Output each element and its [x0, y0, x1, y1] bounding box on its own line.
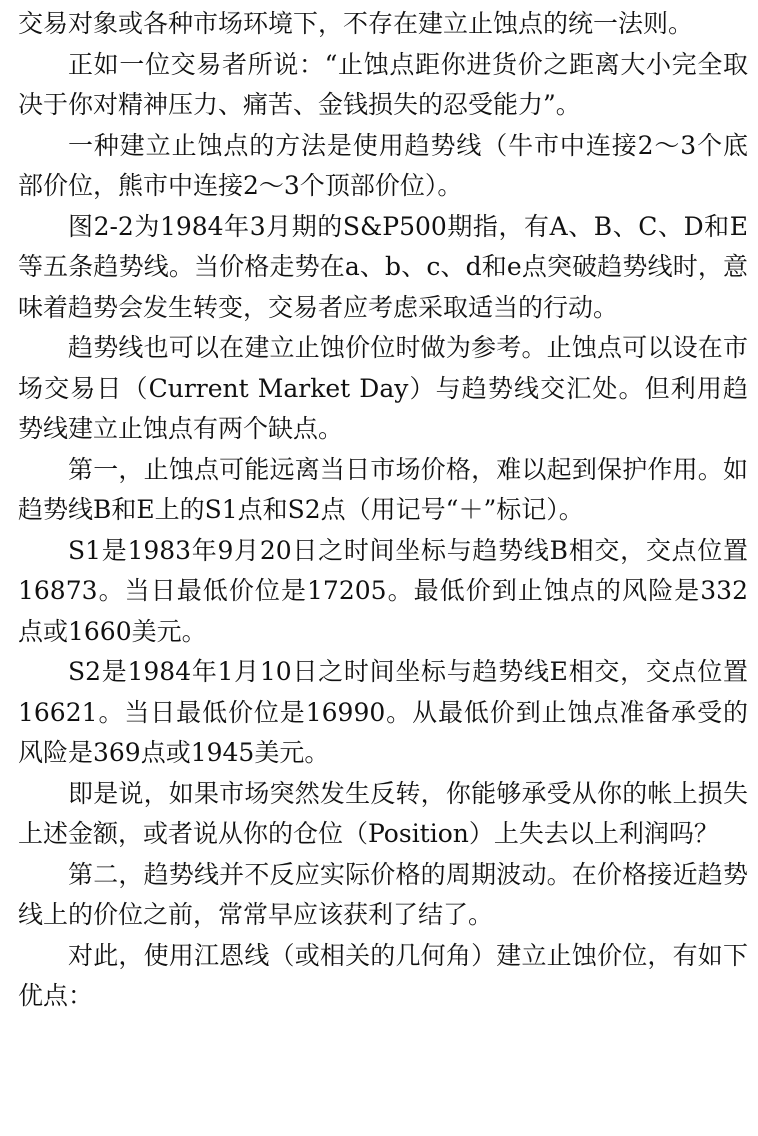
- paragraph-10: 第二，趋势线并不反应实际价格的周期波动。在价格接近趋势线上的价位之前，常常早应该获利了结了。: [18, 859, 748, 929]
- paragraph-11: 对此，使用江恩线（或相关的几何角）建立止蚀价位，有如下优点：: [18, 940, 748, 1010]
- paragraph-4: 图2-2为1984年3月期的S&P500期指，有A、B、C、D和E等五条趋势线。当价格走势在a、b、c、d和e点突破趋势线时，意味着趋势会发生转变，交易者应考虑采取适当的行动。: [18, 211, 748, 322]
- paragraph-2: 正如一位交易者所说：“止蚀点距你进货价之距离大小完全取决于你对精神压力、痛苦、金钱损失的忍受能力”。: [18, 49, 748, 119]
- paragraph-1: 交易对象或各种市场环境下，不存在建立止蚀点的统一法则。: [18, 9, 694, 38]
- paragraph-6: 第一，止蚀点可能远离当日市场价格，难以起到保护作用。如趋势线B和E上的S1点和S2点（用记号“＋”标记）。: [18, 454, 748, 524]
- paragraph-8: S2是1984年1月10日之时间坐标与趋势线E相交，交点位置16621。当日最低价位是16990。从最低价到止蚀点准备承受的风险是369点或1945美元。: [18, 657, 748, 767]
- paragraph-9: 即是说，如果市场突然发生反转，你能够承受从你的帐上损失上述金额，或者说从你的仓位（Position）上失去以上利润吗？: [18, 778, 748, 848]
- paragraph-5: 趋势线也可以在建立止蚀价位时做为参考。止蚀点可以设在市场交易日（Current Market Day）与趋势线交汇处。但利用趋势线建立止蚀点有两个缺点。: [18, 333, 748, 443]
- paragraph-3: 一种建立止蚀点的方法是使用趋势线（牛市中连接2～3个底部价位，熊市中连接2～3个顶部价位）。: [18, 130, 748, 200]
- paragraph-7: S1是1983年9月20日之时间坐标与趋势线B相交，交点位置16873。当日最低价位是17205。最低价到止蚀点的风险是332点或1660美元。: [18, 535, 748, 646]
